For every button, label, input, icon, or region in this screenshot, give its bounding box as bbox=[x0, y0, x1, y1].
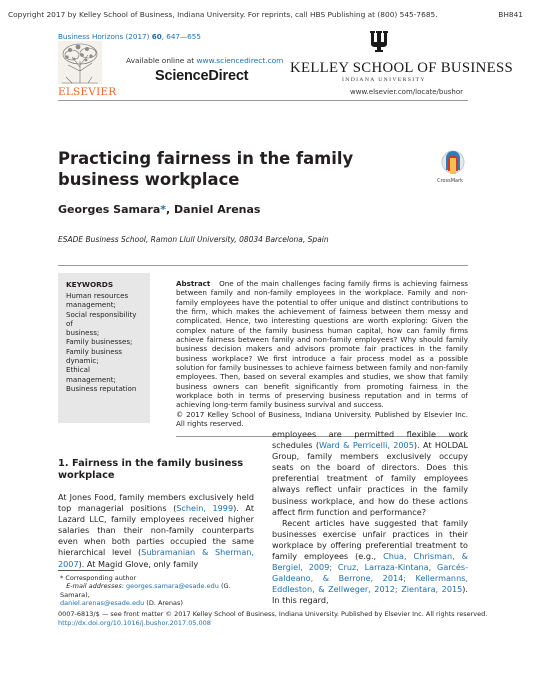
keyword-line: Family business bbox=[66, 346, 122, 356]
elsevier-wordmark: ELSEVIER bbox=[58, 86, 117, 98]
available-online bbox=[126, 56, 283, 65]
keyword-line: Human resources bbox=[66, 291, 129, 300]
available-prefix: Available online at bbox=[126, 56, 197, 65]
citation-link[interactable]: Chua, Chrisman, & Bergiel, 2009; Cruz, Larraza-Kintana, Garcés-Galdeano, & Berrone, 2014; Kellermanns, Eddleston, & Zellweger, 2012; Zientara, 2015 bbox=[272, 551, 468, 595]
article-title: Practicing fairness in the family business workplace bbox=[58, 149, 354, 189]
author-separator: , bbox=[166, 203, 175, 216]
copyright-notice: Copyright 2017 by Kelley School of Business, Indiana University. For reprints, call HBS Publishing at (800) 545-7685. bbox=[8, 10, 438, 19]
paragraph-text: ). At Lazard LLC, family employees received higher salaries than their non-family counterparts even when both parties occupied the same hierarchical level ( bbox=[58, 503, 254, 558]
paragraph-text: At Jones Food, family members exclusively held top managerial positions ( bbox=[58, 492, 254, 514]
email-link[interactable]: georges.samara@esade.edu bbox=[125, 582, 219, 591]
footnote-divider bbox=[58, 570, 114, 571]
paragraph-text: employees are permitted flexible work schedules ( bbox=[272, 429, 468, 451]
indiana-university-trident-icon bbox=[368, 30, 390, 54]
keyword-line: dynamic; bbox=[66, 356, 99, 366]
doi-link[interactable]: http://dx.doi.org/10.1016/j.bushor.2017.05.008 bbox=[58, 619, 211, 627]
email-link[interactable]: daniel.arenas@esade.edu bbox=[60, 599, 145, 608]
keyword-line: Business reputation bbox=[66, 383, 137, 393]
abstract-copyright: © 2017 Kelley School of Business, Indiana University. Published by Elsevier Inc. All rights reserved. bbox=[176, 409, 468, 429]
abstract bbox=[176, 279, 468, 429]
footnote bbox=[60, 574, 260, 608]
email-owner: (D. Arenas) bbox=[144, 599, 183, 608]
sciencedirect-link[interactable]: www.sciencedirect.com bbox=[196, 56, 284, 65]
header-divider bbox=[58, 100, 468, 101]
abstract-top-divider bbox=[58, 265, 468, 266]
corresponding-author-marker[interactable]: * bbox=[160, 203, 167, 216]
keyword-line: business; bbox=[66, 328, 100, 338]
email-owner: (G. Samara), bbox=[60, 582, 231, 599]
keyword-line: management; bbox=[66, 300, 116, 310]
crossmark-icon[interactable] bbox=[440, 150, 466, 180]
paragraph-text: Recent articles have suggested that family businesses exercise unfair practices in their workplace by offering preferential treatment to family employees (e.g., bbox=[272, 517, 468, 562]
elsevier-tree-logo-icon bbox=[58, 41, 102, 84]
abstract-text: One of the main challenges facing family firms is achieving fairness between family and non-family employees in the workplace. Family and non-family employees have the potential to offer unique and distinct contributions to the firm, which makes the achievement of fairness between them messy and complicated. Hence, two interesting questions are worth exploring: Given the complex nature of the family business human capital, how can family firms achieve fairness between family and non-family employees? Why should family business decision makers and advisors promote fair practices in the family business workplace? We first introduce a fair process model as a possible solution for family businesses to achieve fairness between family and non-family employees. Then, based on several examples and studies, we show that family business owners can benefit significantly from promoting fairness in the workplace both in terms of preserving business reputation and in terms of achieving long-term family business survival and success. bbox=[176, 279, 469, 410]
journal-name: Business Horizons (2017) bbox=[58, 32, 150, 41]
citation-link[interactable]: Schein, 1999 bbox=[176, 503, 234, 514]
document-id: BH841 bbox=[498, 10, 523, 19]
crossmark-label: CrossMark bbox=[437, 178, 464, 184]
abstract-label: Abstract bbox=[176, 279, 211, 288]
keyword-line: Family businesses; bbox=[66, 337, 133, 347]
journal-citation[interactable] bbox=[58, 32, 201, 41]
sciencedirect-wordmark: ScienceDirect bbox=[155, 68, 249, 84]
citation-link[interactable]: Ward & Perricelli, 2005 bbox=[319, 440, 414, 451]
indiana-university-wordmark: INDIANA UNIVERSITY bbox=[342, 77, 426, 83]
keyword-line: Social responsibility of bbox=[66, 309, 137, 328]
kelley-school-wordmark: KELLEY SCHOOL OF BUSINESS bbox=[290, 60, 514, 76]
journal-website[interactable]: www.elsevier.com/locate/bushor bbox=[350, 88, 464, 96]
journal-volume: 60 bbox=[151, 32, 162, 41]
author-affiliation: ESADE Business School, Ramon Llull University, 08034 Barcelona, Spain bbox=[58, 235, 329, 244]
paragraph-text: ). At HOLDAL Group, family members exclusively occupy seats on the board of directors. Does this preferential treatment of family employees always reflect unfair practices in the family business workplace, and how do these actions affect firm function and performance? bbox=[272, 440, 468, 517]
issn-front-matter: 0007-6813/$ — see front matter © 2017 Kelley School of Business, Indiana University. Published by Elsevier Inc. All rights reserved. bbox=[58, 610, 488, 618]
keywords-heading: KEYWORDS bbox=[66, 280, 114, 289]
paragraph-text: ). At Magid Glove, only family bbox=[78, 558, 199, 569]
author-name[interactable]: Georges Samara bbox=[58, 203, 161, 216]
email-label: E-mail addresses: bbox=[66, 582, 126, 591]
journal-pages: , 647—655 bbox=[161, 32, 201, 41]
corresponding-author-note: * Corresponding author bbox=[60, 574, 137, 582]
section-heading: 1. Fairness in the family business workplace bbox=[58, 458, 244, 481]
body-column-right bbox=[272, 429, 468, 607]
paragraph-text: ). In this regard, bbox=[272, 584, 468, 606]
citation-link[interactable]: Subramanian & Sherman, 2007 bbox=[58, 547, 254, 569]
author-list bbox=[58, 203, 260, 216]
keywords-box bbox=[58, 273, 150, 423]
author-name[interactable]: Daniel Arenas bbox=[174, 203, 261, 216]
keyword-line: Ethical management; bbox=[66, 365, 116, 384]
body-column-left bbox=[58, 492, 254, 570]
